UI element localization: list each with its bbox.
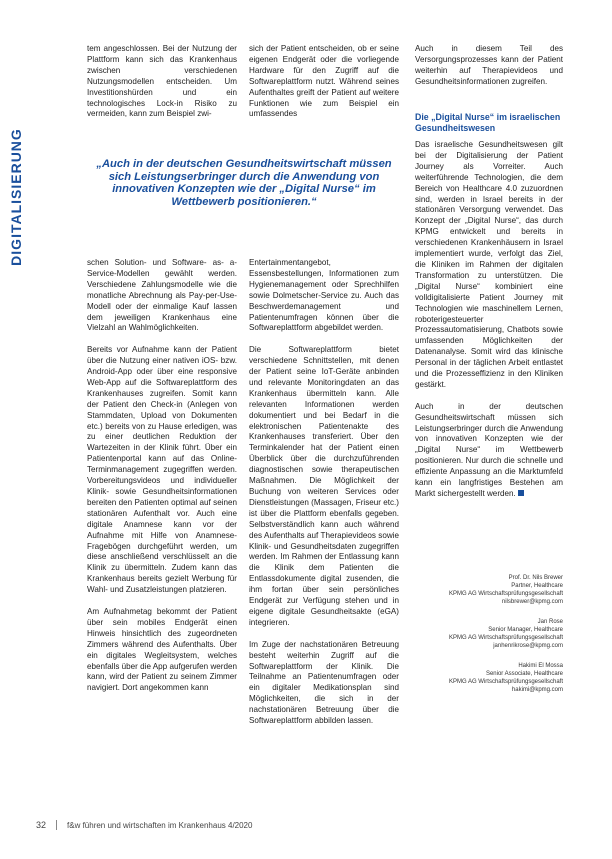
pull-quote: „Auch in der deutschen Gesundheitswirtschaft müssen sich Leistungserbringer durch die Anwendung von innovativen Konzepten wie der „Digital Nurse“ im Wettbewerb positionieren.“ [96, 158, 392, 208]
page-footer [36, 820, 252, 830]
paragraph: Bereits vor Aufnahme kann der Patient über die Nutzung einer nativen iOS- bzw. Android-App oder über eine responsive Web-App auf die Softwareplattform des Krankenhauses zugreifen. Somit kann der Patient den Check-in (Anlegen von Stammdaten, Upload von Dokumenten etc.) bereits von zu Hause erledigen, was zu einer deutlichen Reduktion der Wartezeiten in der Klinik führt. Über ein Patientenportal kann auf das Online-Terminmanagement zugegriffen werden. Vorbereitungsvideos und individueller Klinik- sowie Gesundheitsinformationen bereiten den Patienten optimal auf seinen stationären Aufenthalt vor. Auch eine digitale Anamnese kann vor der Aufnahme mit Hilfe von Anamnese-Fragebögen durchgeführt werden, um diese anschließend verschlüsselt an die Klinik zu übermitteln. Zudem kann das Krankenhaus bereits gezielt Werbung für Wahl- und Zusatzleistungen platzieren. [87, 345, 237, 595]
page-number: 32 [36, 820, 47, 830]
author-block: Prof. Dr. Nils Brewer Partner, Healthcare KPMG AG Wirtschaftsprüfungsgesellschaft nilsbrewer@kpmg.com [415, 574, 563, 606]
paragraph: Im Zuge der nachstationären Betreuung besteht weiterhin Zugriff auf die Softwareplattform der Klinik. Die Teilnahme an Patientenumfragen oder ein digitaler Medikationsplan sind Möglichkeiten, die sich in der nachstationären Betreuung über die Softwareplattform abbilden lassen. [249, 639, 399, 726]
email-link[interactable]: hakimi@kpmg.com [511, 687, 563, 693]
paragraph: Entertainmentangebot, Essensbestellungen, Informationen zum Hygienemanagement oder Sprechhilfen sowie Dolmetscher-Service zu. Auch das Beschwerdemanagement und Patientenumfragen können über die Softwareplattform abgebildet werden. [249, 258, 399, 333]
divider [56, 820, 57, 830]
paragraph: schen Solution- und Software- as- a- Service-Modellen gewählt werden. Verschiedene Zahlungsmodelle wie die monatliche Abrechnung als Pay-per-Use-Modell oder der einmalige Kauf lassen dem jeweiligen Krankenhaus eine Vielzahl an Wahlmöglichkeiten. [87, 258, 237, 333]
column-3-article [415, 112, 563, 500]
end-mark-icon [518, 490, 524, 496]
email-link[interactable]: janhenrikrose@kpmg.com [493, 643, 563, 649]
journal-name: f&w führen und wirtschaften im Krankenhaus 4/2020 [67, 820, 253, 830]
column-2-bottom [249, 258, 399, 727]
email-link[interactable]: nilsbrewer@kpmg.com [501, 599, 563, 605]
column-1-bottom [87, 258, 237, 694]
author-block: Jan Rose Senior Manager, Healthcare KPMG AG Wirtschaftsprüfungsgesellschaft janhenrikrose@kpmg.com [415, 618, 563, 650]
paragraph: Die Softwareplattform bietet verschiedene Schnittstellen, mit denen der Patient seine IoT-Geräte anbinden und relevante Monitoringdaten an das Krankenhaus übermitteln kann. Alle relevanten Informationen werden dokumentiert und bei Bedarf in die elektronischen Patientenakte des Krankenhauses transferiert. Über den Terminkalender hat der Patient einen Überblick über die durchzuführenden diagnostischen sowie therapeutischen Maßnahmen. Die Möglichkeit der Buchung von weiteren Services oder Dienstleistungen (Massagen, Friseur etc.) ist über die Plattform ebenfalls gegeben. Selbstverständlich kann auch während des Aufenthalts auf Therapievideos sowie Klinik- und Gesundheitsdaten zugegriffen werden. Im Rahmen der Entlassung kann die Klinik dem Patienten die Entlassdokumente digital zusenden, die ihm fortan über sein persönliches Endgerät zur Verfügung stehen und in eigene digitale Gesundheitsakte (eGA) integrieren. [249, 345, 399, 627]
author-list [415, 574, 563, 706]
author-block: Hakimi El Mossa Senior Associate, Healthcare KPMG AG Wirtschaftsprüfungsgesellschaft hakimi@kpmg.com [415, 662, 563, 694]
paragraph: Auch in der deutschen Gesundheitswirtschaft müssen sich Leistungserbringer durch die Anwendung von innovativen Konzepten wie der „Digital Nurse“ im Wettbewerb positionieren. Nur durch die schnelle und effiziente Anpassung an die Marktumfeld kann ein langfristiges Bestehen am Markt sichergestellt werden. [415, 401, 563, 498]
section-label: DIGITALISIERUNG [4, 122, 28, 272]
column-2-top: sich der Patient entscheiden, ob er seine eigenen Endgerät oder die vorliegende Hardware für den Zugriff auf die Softwareplattform nutzt. Während seines Aufenthaltes greift der Patient auf weitere Funktionen wie zum Beispiel ein umfassendes [249, 44, 399, 119]
paragraph: Am Aufnahmetag bekommt der Patient über sein mobiles Endgerät einen Hinweis hinsichtlich des zugeordneten Zimmers während des Aufenthalts. Über ein digitales Wegleitsystem, welches ebenfalls über die App aufgerufen werden kann, wird der Patient zu seinem Zimmer navigiert. Dort angekommen kann [87, 606, 237, 693]
section-heading: Die „Digital Nurse“ im israelischen Gesundheitswesen [415, 112, 561, 133]
column-3-top: Auch in diesem Teil des Versorgungsprozesses kann der Patient weiterhin auf Therapievideos und Gesundheitsinformationen zugreifen. [415, 44, 563, 86]
column-1-top: tem angeschlossen. Bei der Nutzung der Plattform kann sich das Krankenhaus zwischen verschiedenen Nutzungsmodellen entscheiden. Um Investitionshürden und ein technologisches Lock-in Risiko zu vermeiden, kann zum Beispiel zwi- [87, 44, 237, 119]
paragraph: Das israelische Gesundheitswesen gilt bei der Digitalisierung der Patient Journey als Vorreiter. Auch weiterführende Technologien, die dem Bereich von Healthcare 4.0 zuzuordnen sind, werden in Israel bereits in der stationären Versorgung verwendet. Das Konzept der „Digital Nurse“, das durch KPMG entwickelt und bereits in verschiedenen Krankenhäusern in Israel implementiert wurde, verfolgt das Ziel, die Kliniken im Rahmen der digitalen Transformation zu unterstützen. Die „Digital Nurse“ kombiniert eine volldigitalisierte Patient Journey mit Technologien wie maschinellem Lernen, roboterigesteuerter Prozessautomatisierung, Chatbots sowie umfassenden Möglichkeiten der Datenanalyse. Somit wird das klinische Personal in der täglichen Arbeit entlastet und die Prozesseffizienz in den Kliniken gestärkt. [415, 140, 563, 389]
